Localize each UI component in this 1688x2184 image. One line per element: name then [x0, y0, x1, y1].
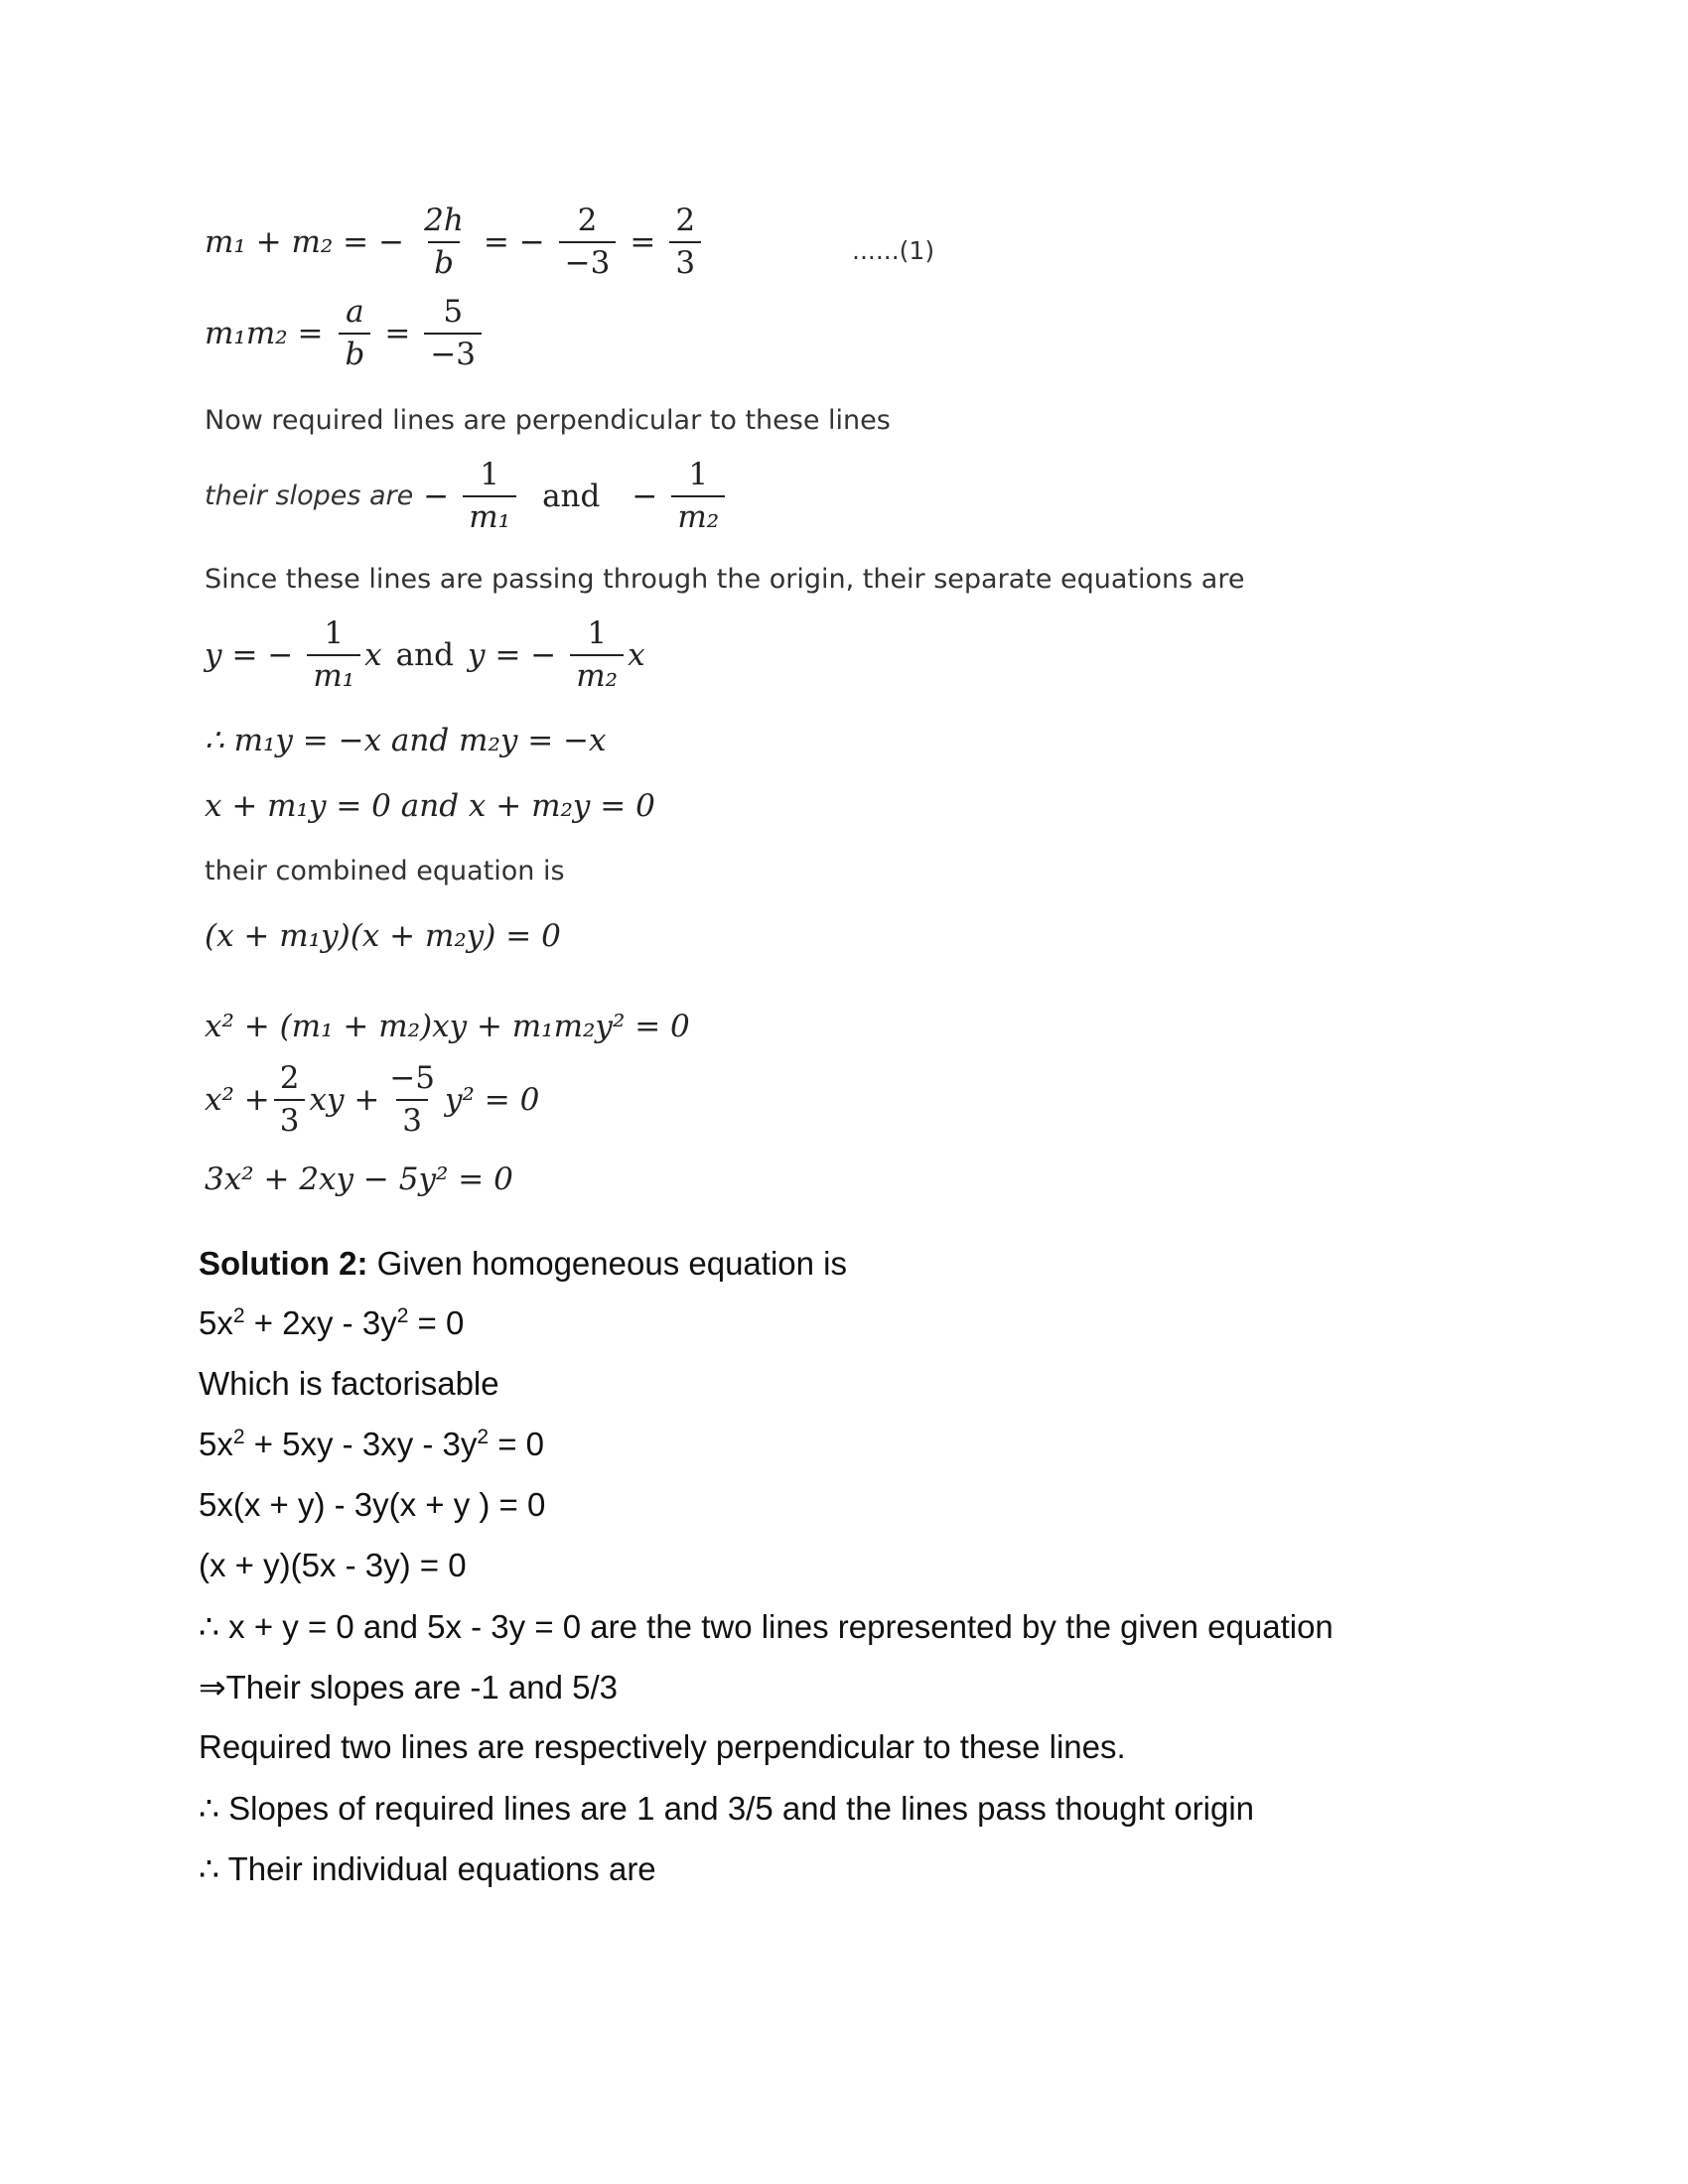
equation-number: ......(1): [852, 236, 935, 265]
linear-form-equation: x + m₁y = 0 and x + m₂y = 0: [205, 788, 655, 824]
fraction: $\frac{-5}{3}$: [389, 1060, 436, 1139]
therefore-equation: ∴ m₁y = −x and m₂y = −x: [205, 723, 607, 758]
factored-equation: (x + y)(5x - 3y) = 0: [199, 1547, 467, 1583]
factorisable-text: Which is factorisable: [199, 1365, 499, 1402]
intro-text: Given homogeneous equation is: [367, 1245, 847, 1282]
term: x² +: [205, 1081, 270, 1118]
sum-of-slopes-equation: m₁ + m₂ = − $\frac{2h}{b}$ = − $\frac{2}{-3}$ = $\frac{2}{3}$: [205, 205, 705, 279]
fraction: $\frac{2}{-3}$: [559, 205, 617, 279]
fraction: $\frac{a}{b}$: [339, 296, 370, 370]
lines-statement: ∴ x + y = 0 and 5x - 3y = 0 are the two lines represented by the given equation: [199, 1608, 1334, 1645]
solution-2-intro: [199, 1245, 847, 1283]
fraction: $\frac{1}{\text{m₂}}$: [570, 617, 624, 692]
required-slopes-statement: ∴ Slopes of required lines are 1 and 3/5 and the lines pass thought origin: [199, 1790, 1255, 1827]
slopes-label: their slopes are: [205, 480, 414, 512]
fraction: $\frac{1}{\text{m₂}}$: [671, 459, 725, 533]
fraction: $\frac{5}{-3}$: [424, 296, 482, 370]
combined-equation: (x + m₁y)(x + m₂y) = 0: [205, 918, 561, 954]
combined-text: their combined equation is: [205, 856, 565, 887]
fraction: $\frac{2}{3}$: [274, 1062, 306, 1137]
fraction: $\frac{1}{\text{m₁}}$: [463, 459, 516, 533]
split-equation: $5x^2 + 5xy - 3xy - 3y^2 = 0$: [199, 1426, 545, 1462]
given-equation: $5x^2 + 2xy - 3y^2 = 0$: [199, 1304, 465, 1341]
and-word: and: [542, 478, 601, 514]
term: y² = 0: [445, 1081, 540, 1118]
expanded-equation: x² + (m₁ + m₂)xy + m₁m₂y² = 0: [205, 1009, 690, 1044]
term: xy +: [309, 1081, 380, 1118]
individual-equations-statement: ∴ Their individual equations are: [199, 1850, 656, 1887]
fraction: $\frac{2}{3}$: [669, 205, 701, 279]
and-word: and: [395, 636, 454, 673]
required-statement: Required two lines are respectively perpendicular to these lines.: [199, 1728, 1126, 1765]
origin-text: Since these lines are passing through the origin, their separate equations are: [205, 564, 1245, 595]
separate-equations: y = − $\frac{1}{\text{m₁}}$ x and y = − $\frac{1}{\text{m₂}}$ x: [205, 615, 645, 694]
fraction: $\frac{1}{\text{m₁}}$: [307, 617, 360, 692]
sum-lhs: m₁ + m₂ =: [205, 223, 369, 260]
final-equation: 3x² + 2xy − 5y² = 0: [205, 1161, 513, 1197]
perpendicular-slopes: their slopes are − $\frac{1}{\text{m₁}}$ and − $\frac{1}{\text{m₂}}$: [205, 459, 729, 533]
product-lhs: m₁m₂ =: [205, 315, 324, 351]
fraction: $\frac{2h}{b}$: [424, 203, 464, 281]
perpendicular-text: Now required lines are perpendicular to these lines: [205, 405, 891, 436]
solution-heading: Solution 2:: [199, 1245, 368, 1282]
grouped-equation: 5x(x + y) - 3y(x + y ) = 0: [199, 1486, 546, 1523]
product-of-slopes-equation: m₁m₂ = $\frac{a}{b}$ = $\frac{5}{-3}$: [205, 296, 486, 370]
substituted-equation: [205, 1062, 539, 1137]
slopes-statement: ⇒Their slopes are -1 and 5/3: [199, 1669, 619, 1706]
